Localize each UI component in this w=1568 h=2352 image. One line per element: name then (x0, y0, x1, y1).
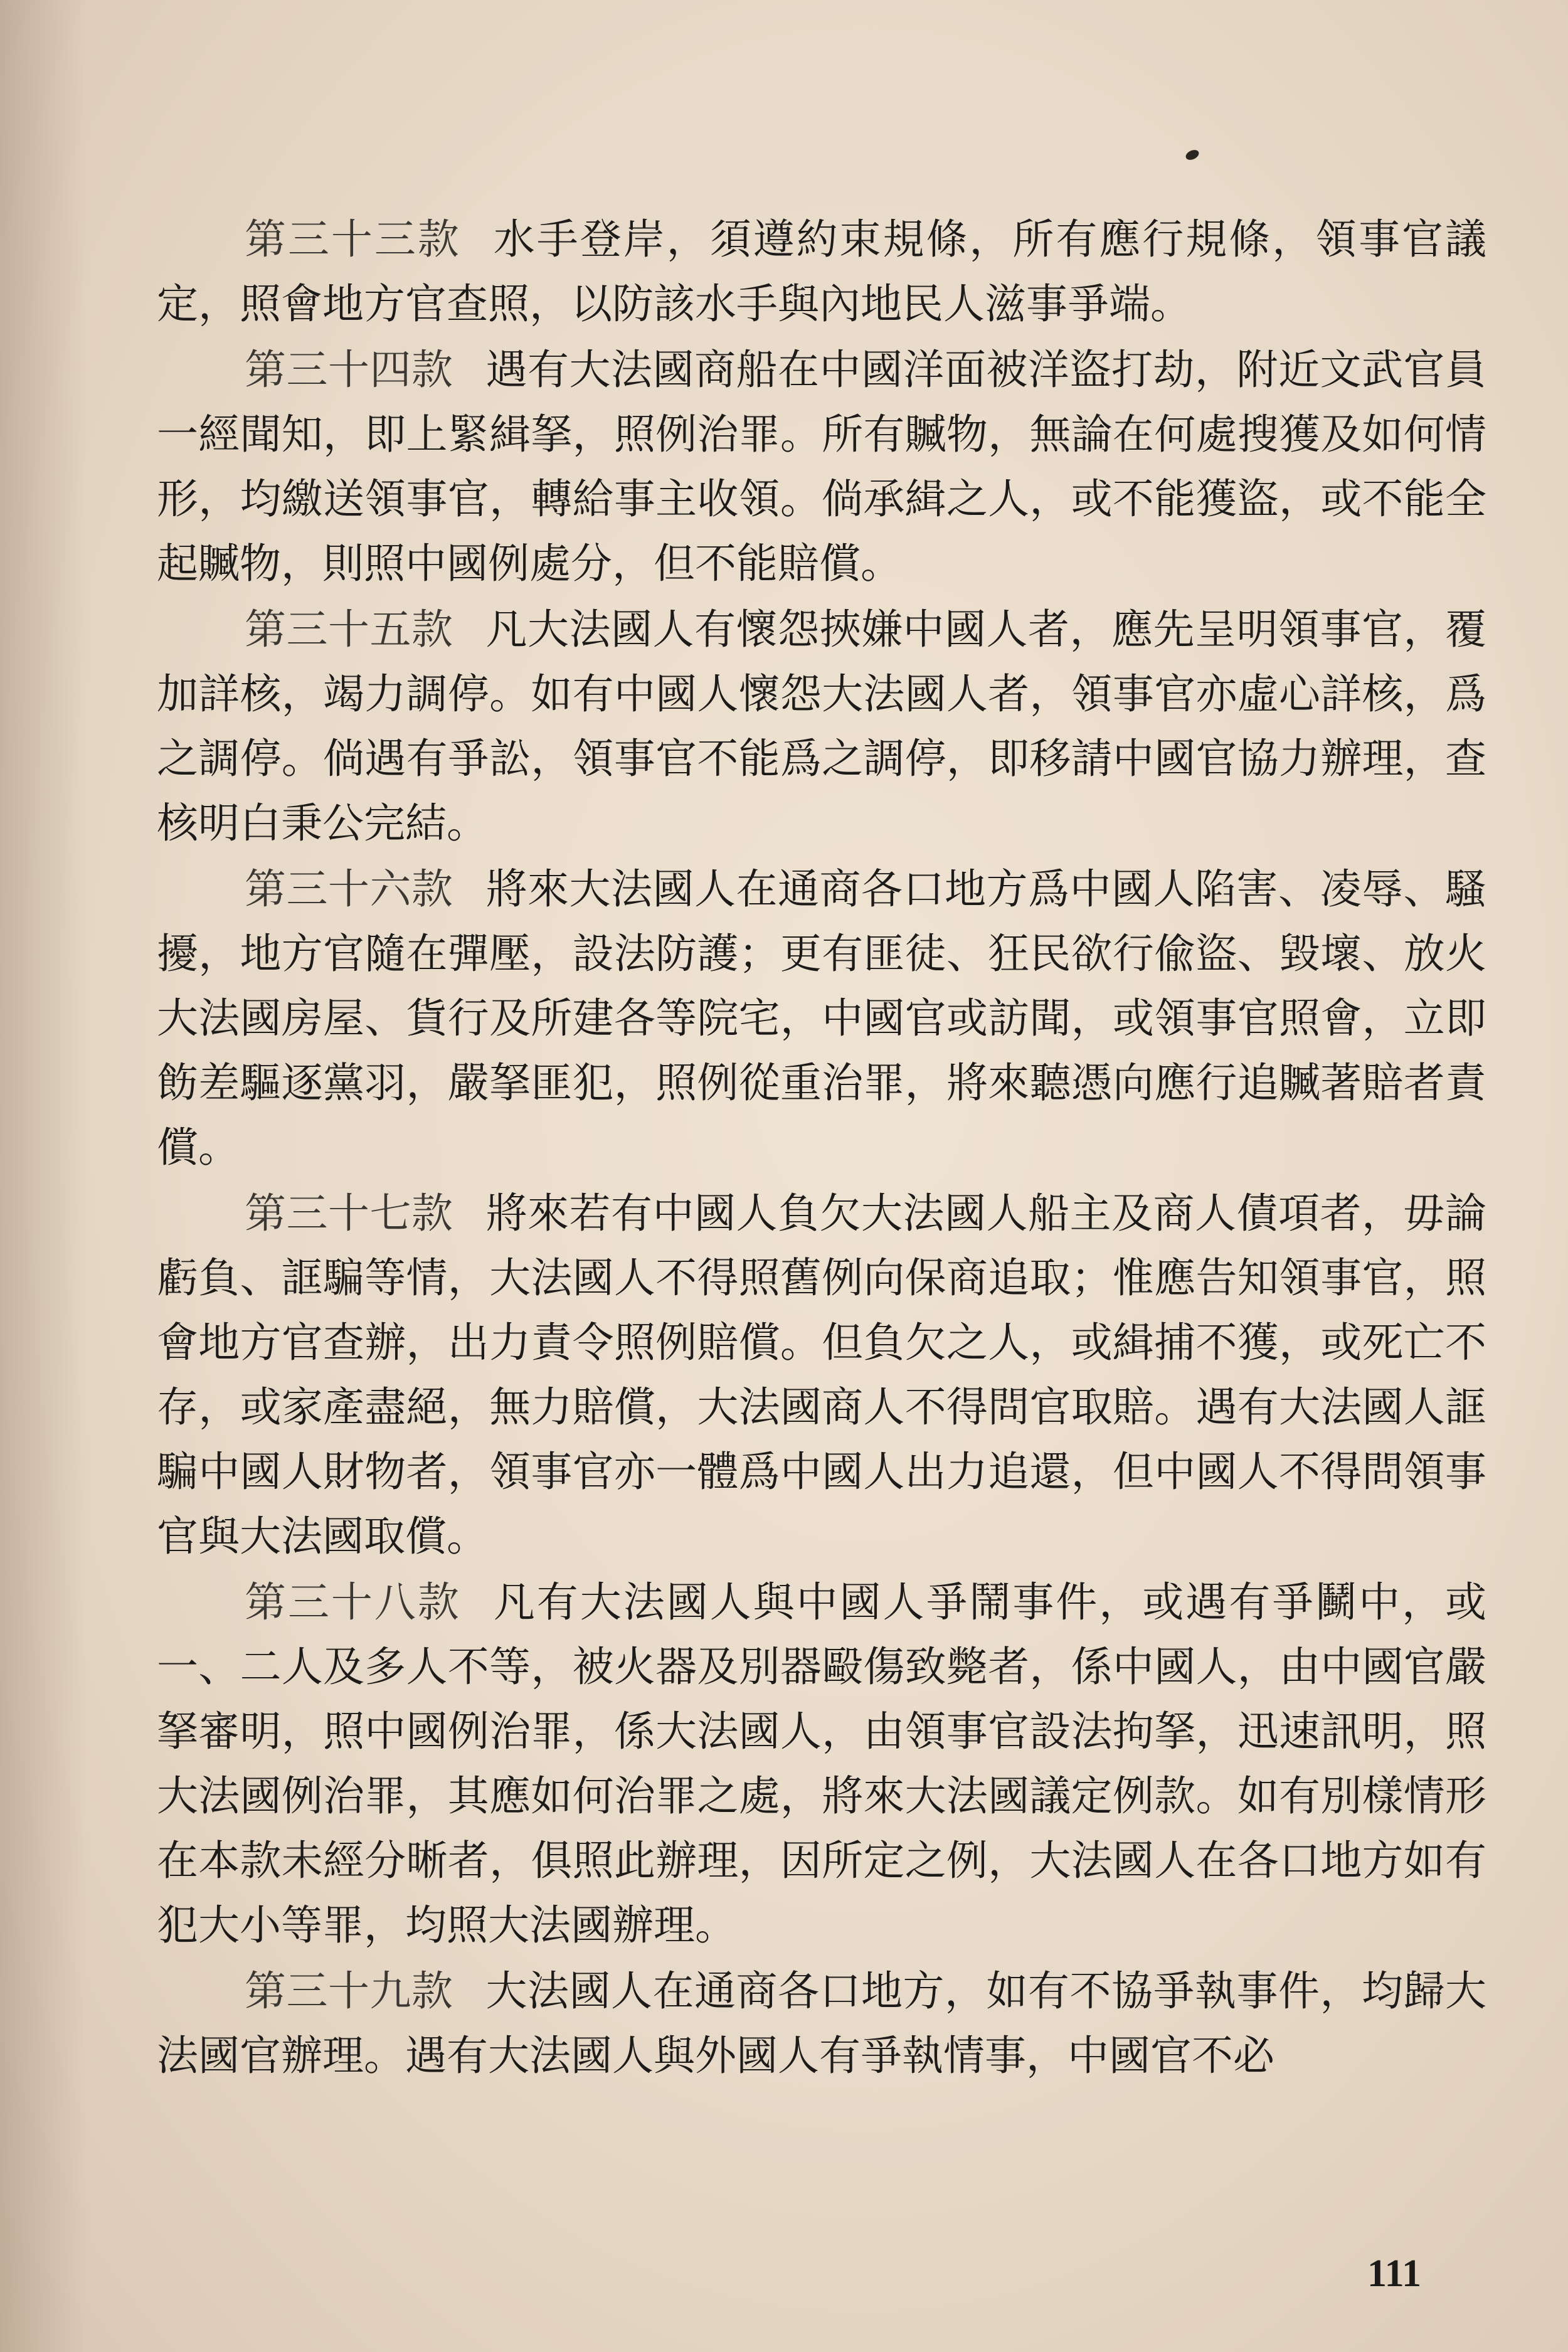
article-text: 凡大法國人有懷怨挾嫌中國人者，應先呈明領事官，覆加詳核，竭力調停。如有中國人懷怨大法國人者，領事官亦虛心詳核，爲之調停。倘遇有爭訟，領事官不能爲之調停，即移請中國官協力辦理，查核明白秉公完結。 (157, 605, 1486, 847)
page-gutter-shadow (0, 0, 88, 2352)
article-label: 第三十八款 (245, 1578, 461, 1626)
article-label: 第三十七款 (245, 1189, 453, 1237)
ink-speck (1184, 148, 1200, 162)
article-label: 第三十六款 (245, 865, 453, 913)
article-35 (157, 597, 1486, 856)
article-label: 第三十九款 (245, 1967, 453, 2015)
article-36 (157, 857, 1486, 1180)
article-37 (157, 1181, 1486, 1569)
page-number: 111 (1367, 2252, 1422, 2295)
article-text: 凡有大法國人與中國人爭鬧事件，或遇有爭鬭中，或一、二人及多人不等，被火器及別器毆傷致斃者，係中國人，由中國官嚴拏審明，照中國例治罪，係大法國人，由領事官設法拘拏，迅速訊明，照大法國例治罪，其應如何治罪之處，將來大法國議定例款。如有別樣情形在本款未經分晰者，俱照此辦理，因所定之例，大法國人在各口地方如有犯大小等罪，均照大法國辦理。 (157, 1578, 1487, 1949)
article-label: 第三十四款 (245, 346, 453, 394)
article-text: 大法國人在通商各口地方，如有不協爭執事件，均歸大法國官辦理。遇有大法國人與外國人有爭執情事，中國官不必 (157, 1967, 1486, 2080)
article-text: 水手登岸，須遵約束規條，所有應行規條，領事官議定，照會地方官查照，以防該水手與內地民人滋事爭端。 (157, 215, 1487, 328)
article-label: 第三十五款 (245, 605, 453, 654)
treaty-text (157, 207, 1486, 2089)
article-text: 將來大法國人在通商各口地方爲中國人陷害、凌辱、騷擾，地方官隨在彈壓，設法防護；更有匪徒、狂民欲行偸盜、毀壞、放火大法國房屋、貨行及所建各等院宅，中國官或訪聞，或領事官照會，立即飭差驅逐黨羽，嚴拏匪犯，照例從重治罪，將來聽憑向應行追贓著賠者責償。 (157, 865, 1486, 1172)
article-text: 遇有大法國商船在中國洋面被洋盜打劫，附近文武官員一經聞知，即上緊緝拏，照例治罪。所有贓物，無論在何處搜獲及如何情形，均繳送領事官，轉給事主收領。倘承緝之人，或不能獲盜，或不能全起贓物，則照中國例處分，但不能賠償。 (157, 346, 1486, 588)
article-33 (157, 207, 1486, 336)
article-39 (157, 1959, 1486, 2088)
article-38 (157, 1570, 1486, 1957)
article-text: 將來若有中國人負欠大法國人船主及商人債項者，毋論虧負、誆騙等情，大法國人不得照舊例向保商追取；惟應告知領事官，照會地方官查辦，出力責令照例賠償。但負欠之人，或緝捕不獲，或死亡不存，或家產盡絕，無力賠償，大法國商人不得問官取賠。遇有大法國人誆騙中國人財物者，領事官亦一體爲中國人出力追還，但中國人不得問領事官與大法國取償。 (157, 1189, 1486, 1560)
article-label: 第三十三款 (245, 215, 461, 263)
article-34 (157, 337, 1486, 596)
